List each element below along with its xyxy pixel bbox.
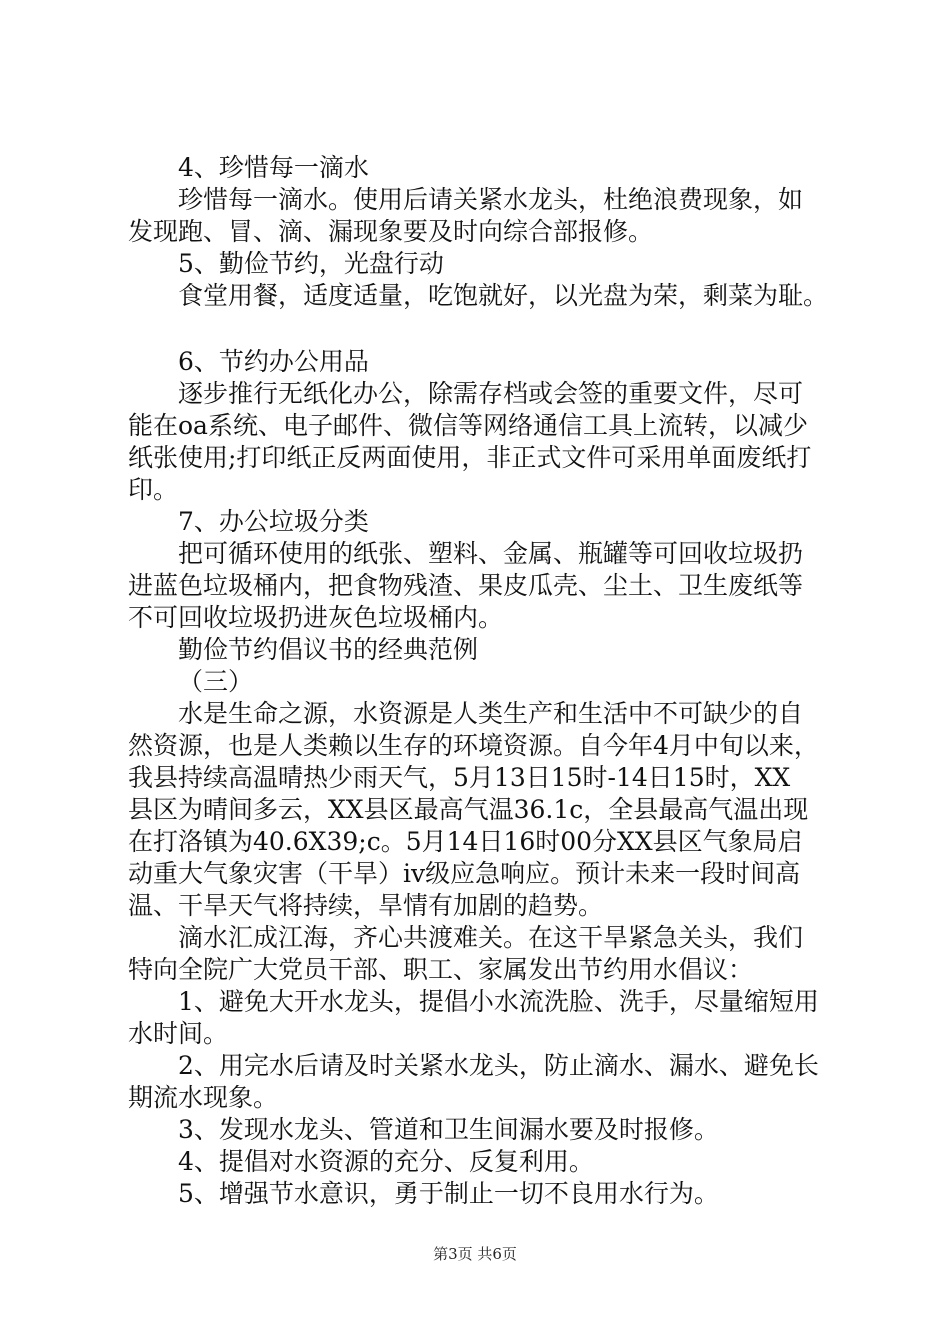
heading-item-5: 5、勤俭节约，光盘行动 [178, 249, 444, 278]
document-body [128, 152, 848, 1210]
paragraph-line: 动重大气象灾害（干旱）iv级应急响应。预计未来一段时间高 [128, 859, 801, 888]
heading-item-6: 6、节约办公用品 [178, 347, 369, 376]
paragraph-line: 把可循环使用的纸张、塑料、金属、瓶罐等可回收垃圾扔 [178, 539, 804, 568]
paragraph-line: 滴水汇成江海，齐心共渡难关。在这干旱紧急关头，我们 [178, 923, 804, 952]
paragraph-line: 珍惜每一滴水。使用后请关紧水龙头，杜绝浪费现象，如 [178, 185, 804, 214]
heading-item-7: 7、办公垃圾分类 [178, 507, 369, 536]
list-item-2: 2、用完水后请及时关紧水龙头，防止滴水、漏水、避免长 [178, 1051, 819, 1080]
paragraph-line: 县区为晴间多云，XX县区最高气温36.1c，全县最高气温出现 [128, 795, 809, 824]
paragraph-line: 然资源，也是人类赖以生存的环境资源。自今年4月中旬以来， [128, 731, 819, 760]
paragraph-line: 水是生命之源，水资源是人类生产和生活中不可缺少的自 [178, 699, 804, 728]
list-item-3: 3、发现水龙头、管道和卫生间漏水要及时报修。 [178, 1115, 719, 1144]
list-item-4: 4、提倡对水资源的充分、反复利用。 [178, 1147, 594, 1176]
paragraph-line: 印。 [128, 475, 179, 504]
list-item-1-continuation: 水时间。 [128, 1019, 229, 1048]
paragraph-line: 纸张使用;打印纸正反两面使用，非正式文件可采用单面废纸打 [128, 443, 812, 472]
paragraph-line: 温、干旱天气将持续，旱情有加剧的趋势。 [128, 891, 604, 920]
list-item-5: 5、增强节水意识，勇于制止一切不良用水行为。 [178, 1179, 719, 1208]
paragraph-line: 能在oa系统、电子邮件、微信等网络通信工具上流转，以减少 [128, 411, 808, 440]
paragraph-line: 进蓝色垃圾桶内，把食物残渣、果皮瓜壳、尘土、卫生废纸等 [128, 571, 804, 600]
list-item-1: 1、避免大开水龙头，提倡小水流洗脸、洗手，尽量缩短用 [178, 987, 819, 1016]
heading-item-4: 4、珍惜每一滴水 [178, 153, 369, 182]
paragraph-line: 我县持续高温晴热少雨天气，5月13日15时-14日15时，XX [128, 763, 791, 792]
paragraph-line: 发现跑、冒、滴、漏现象要及时向综合部报修。 [128, 217, 654, 246]
paragraph-gap [128, 312, 848, 346]
paragraph-line: 食堂用餐，适度适量，吃饱就好，以光盘为荣，剩菜为耻。 [178, 281, 829, 310]
paragraph-line: 在打洛镇为40.6X39;c。5月14日16时00分XX县区气象局启 [128, 827, 803, 856]
section-number: （三） [178, 667, 254, 696]
list-item-2-continuation: 期流水现象。 [128, 1083, 279, 1112]
section-title: 勤俭节约倡议书的经典范例 [178, 635, 479, 664]
paragraph-line: 特向全院广大党员干部、职工、家属发出节约用水倡议： [128, 955, 754, 984]
page-footer: 第3页 共6页 [433, 1245, 517, 1263]
paragraph-line: 不可回收垃圾扔进灰色垃圾桶内。 [128, 603, 504, 632]
paragraph-line: 逐步推行无纸化办公，除需存档或会签的重要文件，尽可 [178, 379, 804, 408]
